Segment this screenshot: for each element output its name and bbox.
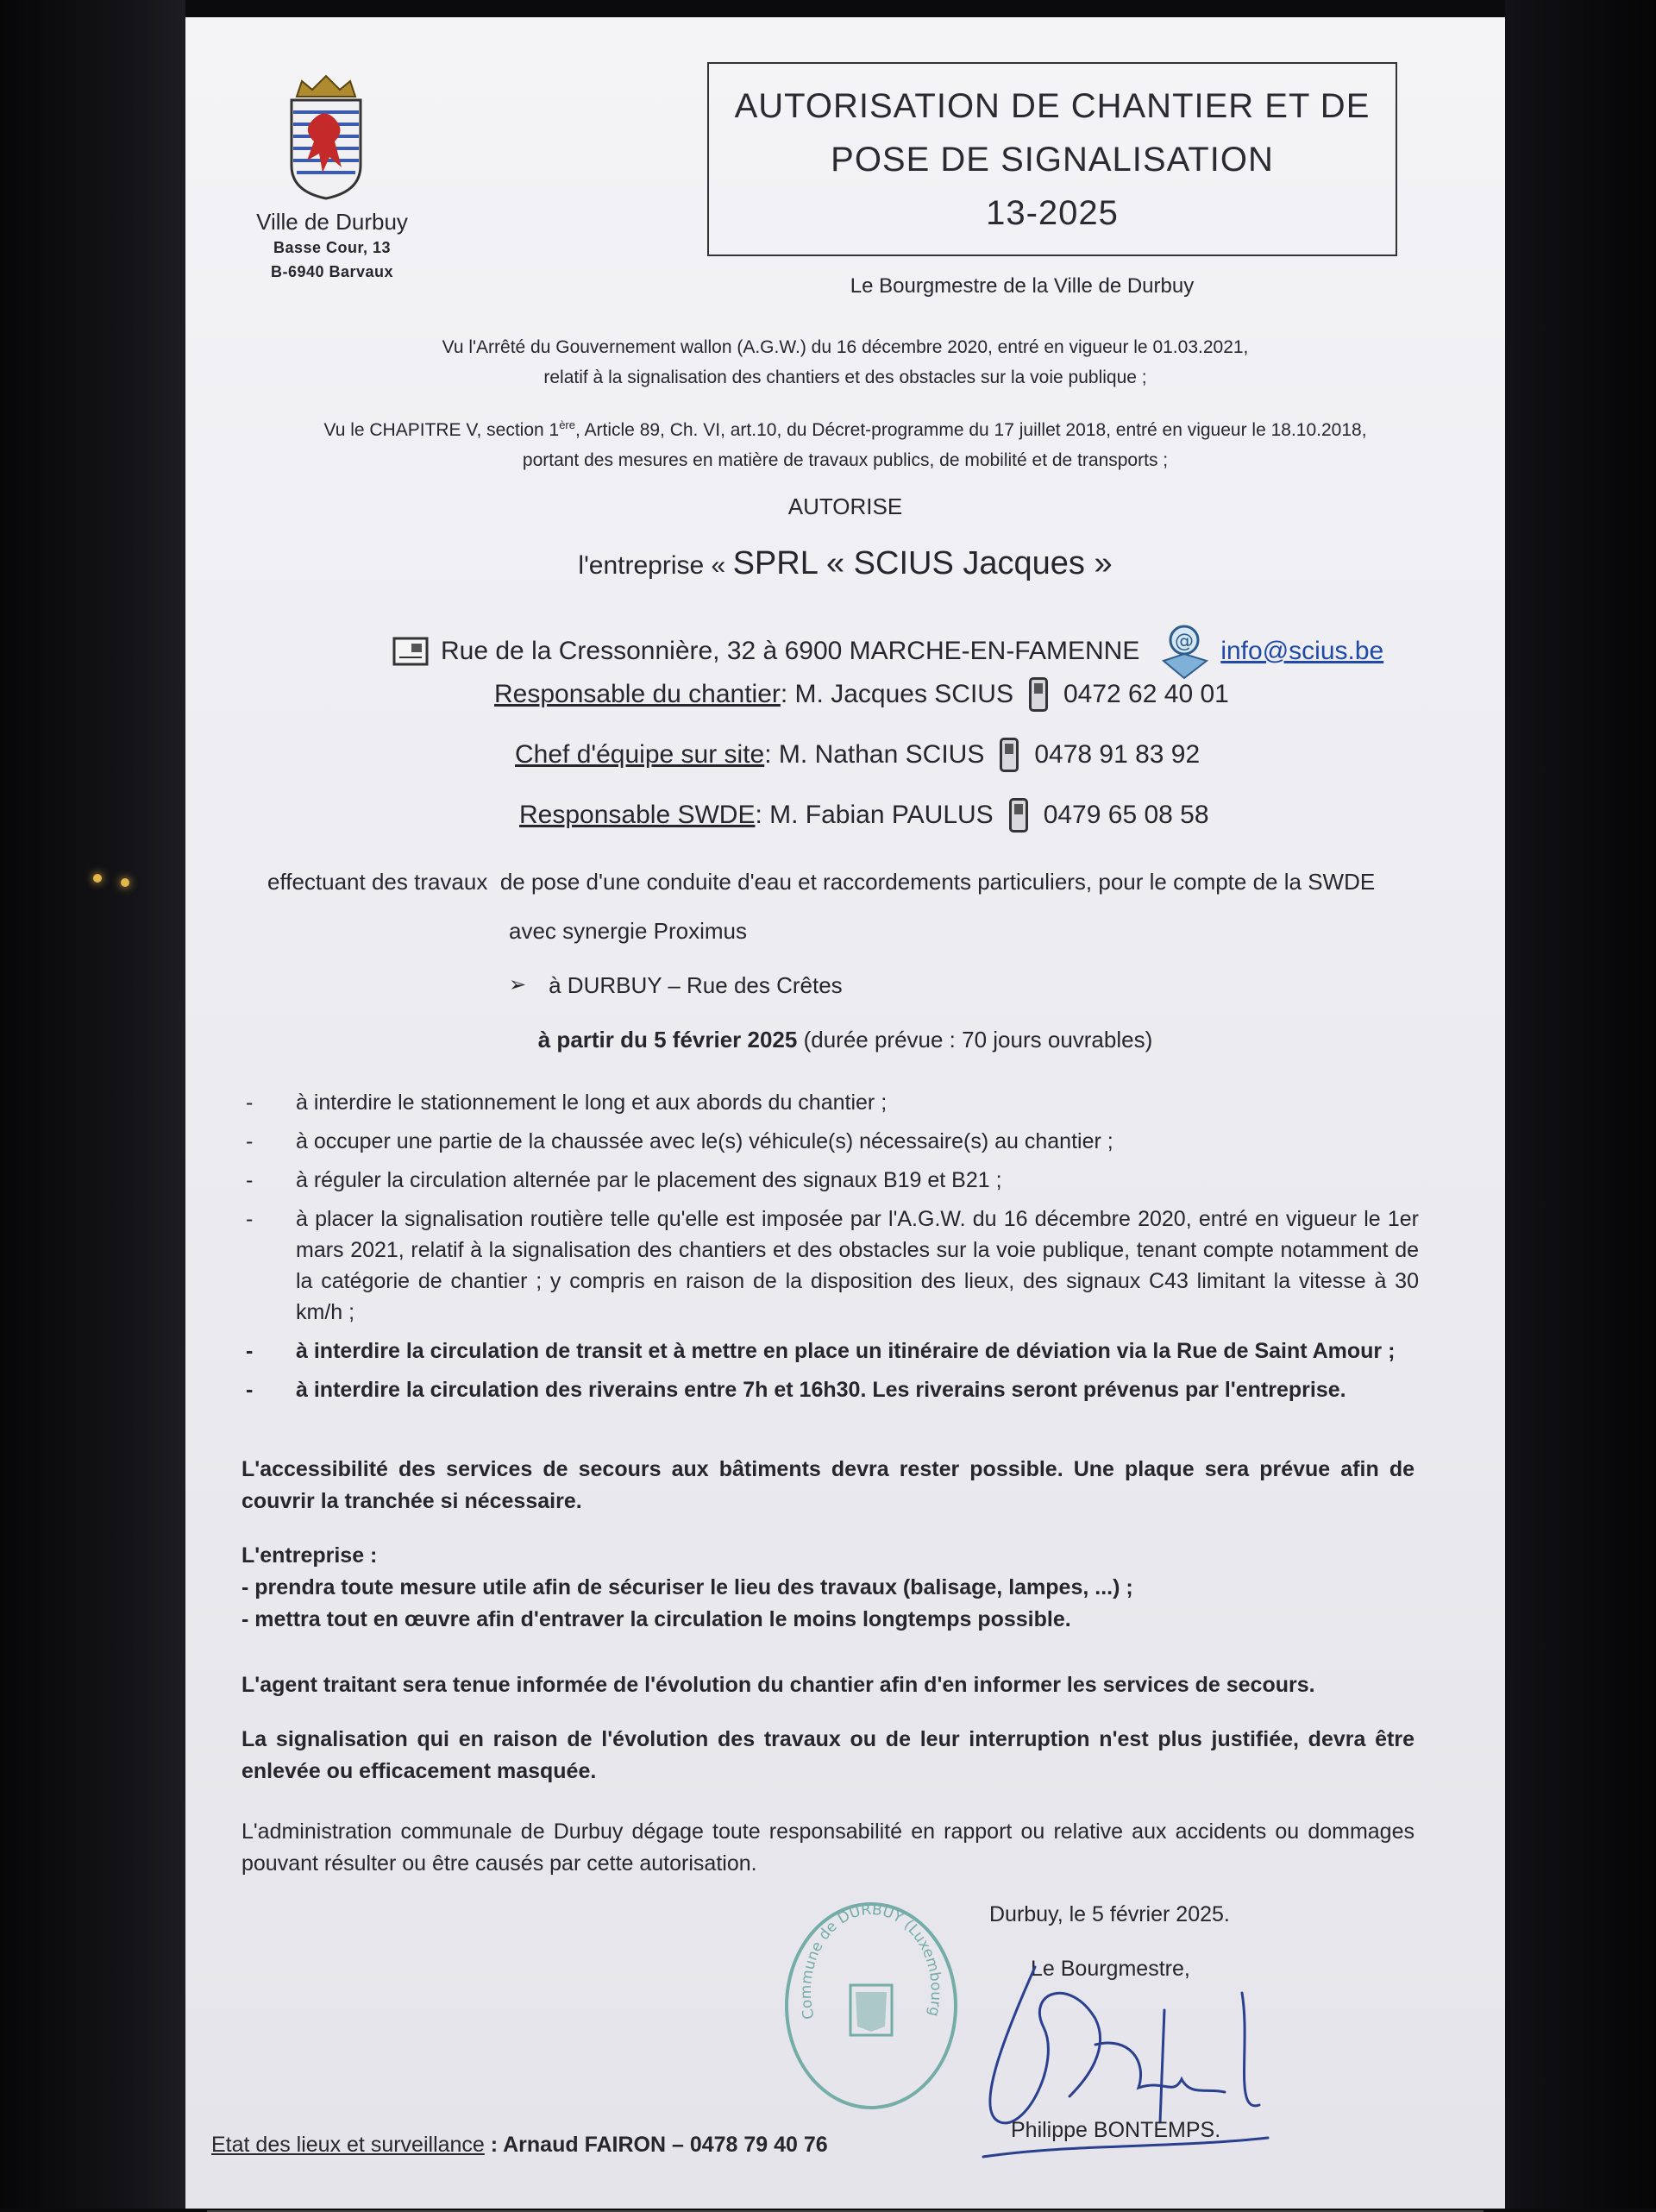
contact-role: Responsable SWDE	[519, 801, 756, 829]
contact-person: : M. Fabian PAULUS	[755, 801, 994, 829]
durbuy-coat-of-arms-icon	[285, 71, 367, 200]
list-item: - à interdire la circulation de transit et à mettre en place un itinéraire de déviation via la Rue de Saint Amour ;	[246, 1339, 1396, 1363]
list-item: - à interdire le stationnement le long et aux abords du chantier ;	[246, 1090, 888, 1115]
contact-responsable-swde	[519, 798, 1209, 833]
emergency-access-paragraph: L'accessibilité des services de secours aux bâtiments devra rester possible. Une plaque sera prévue afin de couvrir la tranchée si nécessaire.	[242, 1457, 1414, 1513]
contact-role: Chef d'équipe sur site	[515, 740, 765, 769]
considerant-line: Vu l'Arrêté du Gouvernement wallon (A.G.W.) du 16 décembre 2020, entré en vigueur le 01.03.2021,	[442, 337, 1249, 357]
light-reflection	[121, 878, 129, 887]
monitoring-contact: : Arnaud FAIRON – 0478 79 40 76	[484, 2133, 828, 2157]
works-description	[267, 867, 1475, 896]
contact-person: : M. Jacques SCIUS	[780, 680, 1013, 708]
works-period	[185, 1025, 1505, 1054]
works-location-row	[509, 971, 843, 1000]
document-title-line: POSE DE SIGNALISATION	[831, 140, 1274, 179]
works-location: à DURBUY – Rue des Crêtes	[549, 972, 843, 998]
contact-phone: 0472 62 40 01	[1063, 680, 1229, 708]
contact-chef-equipe	[515, 738, 1200, 772]
city-address-line: Basse Cour, 13	[273, 239, 392, 256]
considerant-1	[272, 332, 1419, 393]
monitoring-label: Etat des lieux et surveillance	[211, 2133, 485, 2157]
light-reflection	[93, 874, 102, 883]
contact-phone: 0479 65 08 58	[1043, 801, 1209, 829]
city-address-block	[220, 209, 444, 284]
mobile-phone-icon	[1009, 798, 1028, 833]
list-item: - à réguler la circulation alternée par le placement des signaux B19 et B21 ;	[246, 1168, 1002, 1192]
display-frame-right	[1505, 0, 1656, 2209]
svg-text:@: @	[1175, 631, 1195, 652]
display-frame-left	[0, 0, 185, 2209]
signature-role: Le Bourgmestre,	[1031, 1957, 1190, 1981]
works-duration: (durée prévue : 70 jours ouvrables)	[797, 1027, 1153, 1053]
considerant-2	[272, 410, 1419, 475]
works-start-date: à partir du 5 février 2025	[537, 1027, 798, 1053]
company-email-link[interactable]: info@scius.be	[1220, 637, 1384, 665]
mayor-heading: Le Bourgmestre de la Ville de Durbuy	[850, 274, 1195, 298]
considerant-line: relatif à la signalisation des chantiers et des obstacles sur la voie publique ;	[543, 368, 1147, 387]
mayor-name: Philippe BONTEMPS.	[1011, 2118, 1221, 2142]
address-card-icon	[392, 637, 429, 666]
considerant-line: portant des mesures en matière de travaux publics, de mobilité et de transports ;	[522, 450, 1169, 470]
contact-phone: 0478 91 83 92	[1034, 740, 1201, 769]
obligations-heading: L'entreprise :	[242, 1543, 378, 1568]
company-prefix: l'entreprise «	[578, 551, 733, 580]
document-title-line: AUTORISATION DE CHANTIER ET DE	[734, 86, 1371, 125]
svg-text:Commune de DURBUY (Luxembourg): Commune de DURBUY (Luxembourg	[797, 1906, 945, 2021]
email-icon	[1158, 621, 1212, 682]
authorization-document	[185, 17, 1505, 2209]
city-name: Ville de Durbuy	[256, 209, 408, 235]
agent-paragraph: L'agent traitant sera tenue informée de l'évolution du chantier afin d'en informer les services de secours.	[242, 1673, 1315, 1697]
contact-role: Responsable du chantier	[494, 680, 781, 708]
works-synergy: avec synergie Proximus	[509, 918, 747, 944]
official-stamp	[785, 1902, 957, 2109]
authorization-list	[246, 1087, 1419, 1413]
company-obligations	[242, 1540, 1414, 1636]
company-name-line	[185, 545, 1505, 582]
list-item: - à placer la signalisation routière telle qu'elle est imposée par l'A.G.W. du 16 décembre 2020, entré en vigueur le 1er mars 2021, relatif à la signalisation des chantiers et des obstacles sur la voie publique, tenant compte notamment de la catégorie de chantier ; y compris en raison de la disposition des lieux, des signaux C43 limitant la vitesse à 30 km/h ;	[246, 1207, 1419, 1324]
contact-person: : M. Nathan SCIUS	[764, 740, 985, 769]
liability-paragraph: L'administration communale de Durbuy dégage toute responsabilité en rapport ou relative aux accidents ou dommages pouvant résulter ou être causés par cette autorisation.	[242, 1819, 1414, 1876]
autorise-heading: AUTORISE	[787, 493, 903, 519]
document-title-box	[707, 62, 1397, 256]
company-address: Rue de la Cressonnière, 32 à 6900 MARCHE-EN-FAMENNE	[441, 637, 1140, 665]
signature-date: Durbuy, le 5 février 2025.	[989, 1902, 1230, 1926]
works-intro: effectuant des travaux	[267, 869, 488, 895]
works-detail: de pose d'une conduite d'eau et raccordements particuliers, pour le compte de la SWDE	[499, 869, 1376, 895]
contact-responsable-chantier	[494, 677, 1229, 712]
site-monitoring-line	[211, 2129, 828, 2161]
arrow-bullet-icon: ➢	[509, 973, 527, 996]
considerant-line: Vu le CHAPITRE V, section 1ère, Article 89, Ch. VI, art.10, du Décret-programme du 17 juillet 2018, entré en vigueur le 18.10.2018,	[323, 418, 1367, 440]
obligation-item: - prendra toute mesure utile afin de sécuriser le lieu des travaux (balisage, lampes, ...) ;	[242, 1575, 1133, 1599]
city-address-line: B-6940 Barvaux	[270, 263, 394, 280]
document-number: 13-2025	[986, 193, 1119, 232]
company-name: SPRL « SCIUS Jacques »	[732, 545, 1113, 581]
company-address-row	[392, 621, 1383, 682]
obligation-item: - mettra tout en œuvre afin d'entraver la circulation le moins longtemps possible.	[242, 1607, 1071, 1631]
mobile-phone-icon	[1000, 738, 1019, 772]
stamp-seal-icon	[788, 1906, 954, 2106]
list-item: - à interdire la circulation des riverains entre 7h et 16h30. Les riverains seront prévenus par l'entreprise.	[246, 1378, 1346, 1402]
list-item: - à occuper une partie de la chaussée avec le(s) véhicule(s) nécessaire(s) au chantier ;	[246, 1129, 1113, 1153]
signage-paragraph: La signalisation qui en raison de l'évolution des travaux ou de leur interruption n'est plus justifiée, devra être enlevée ou efficacement masquée.	[242, 1727, 1414, 1783]
mobile-phone-icon	[1029, 677, 1048, 712]
